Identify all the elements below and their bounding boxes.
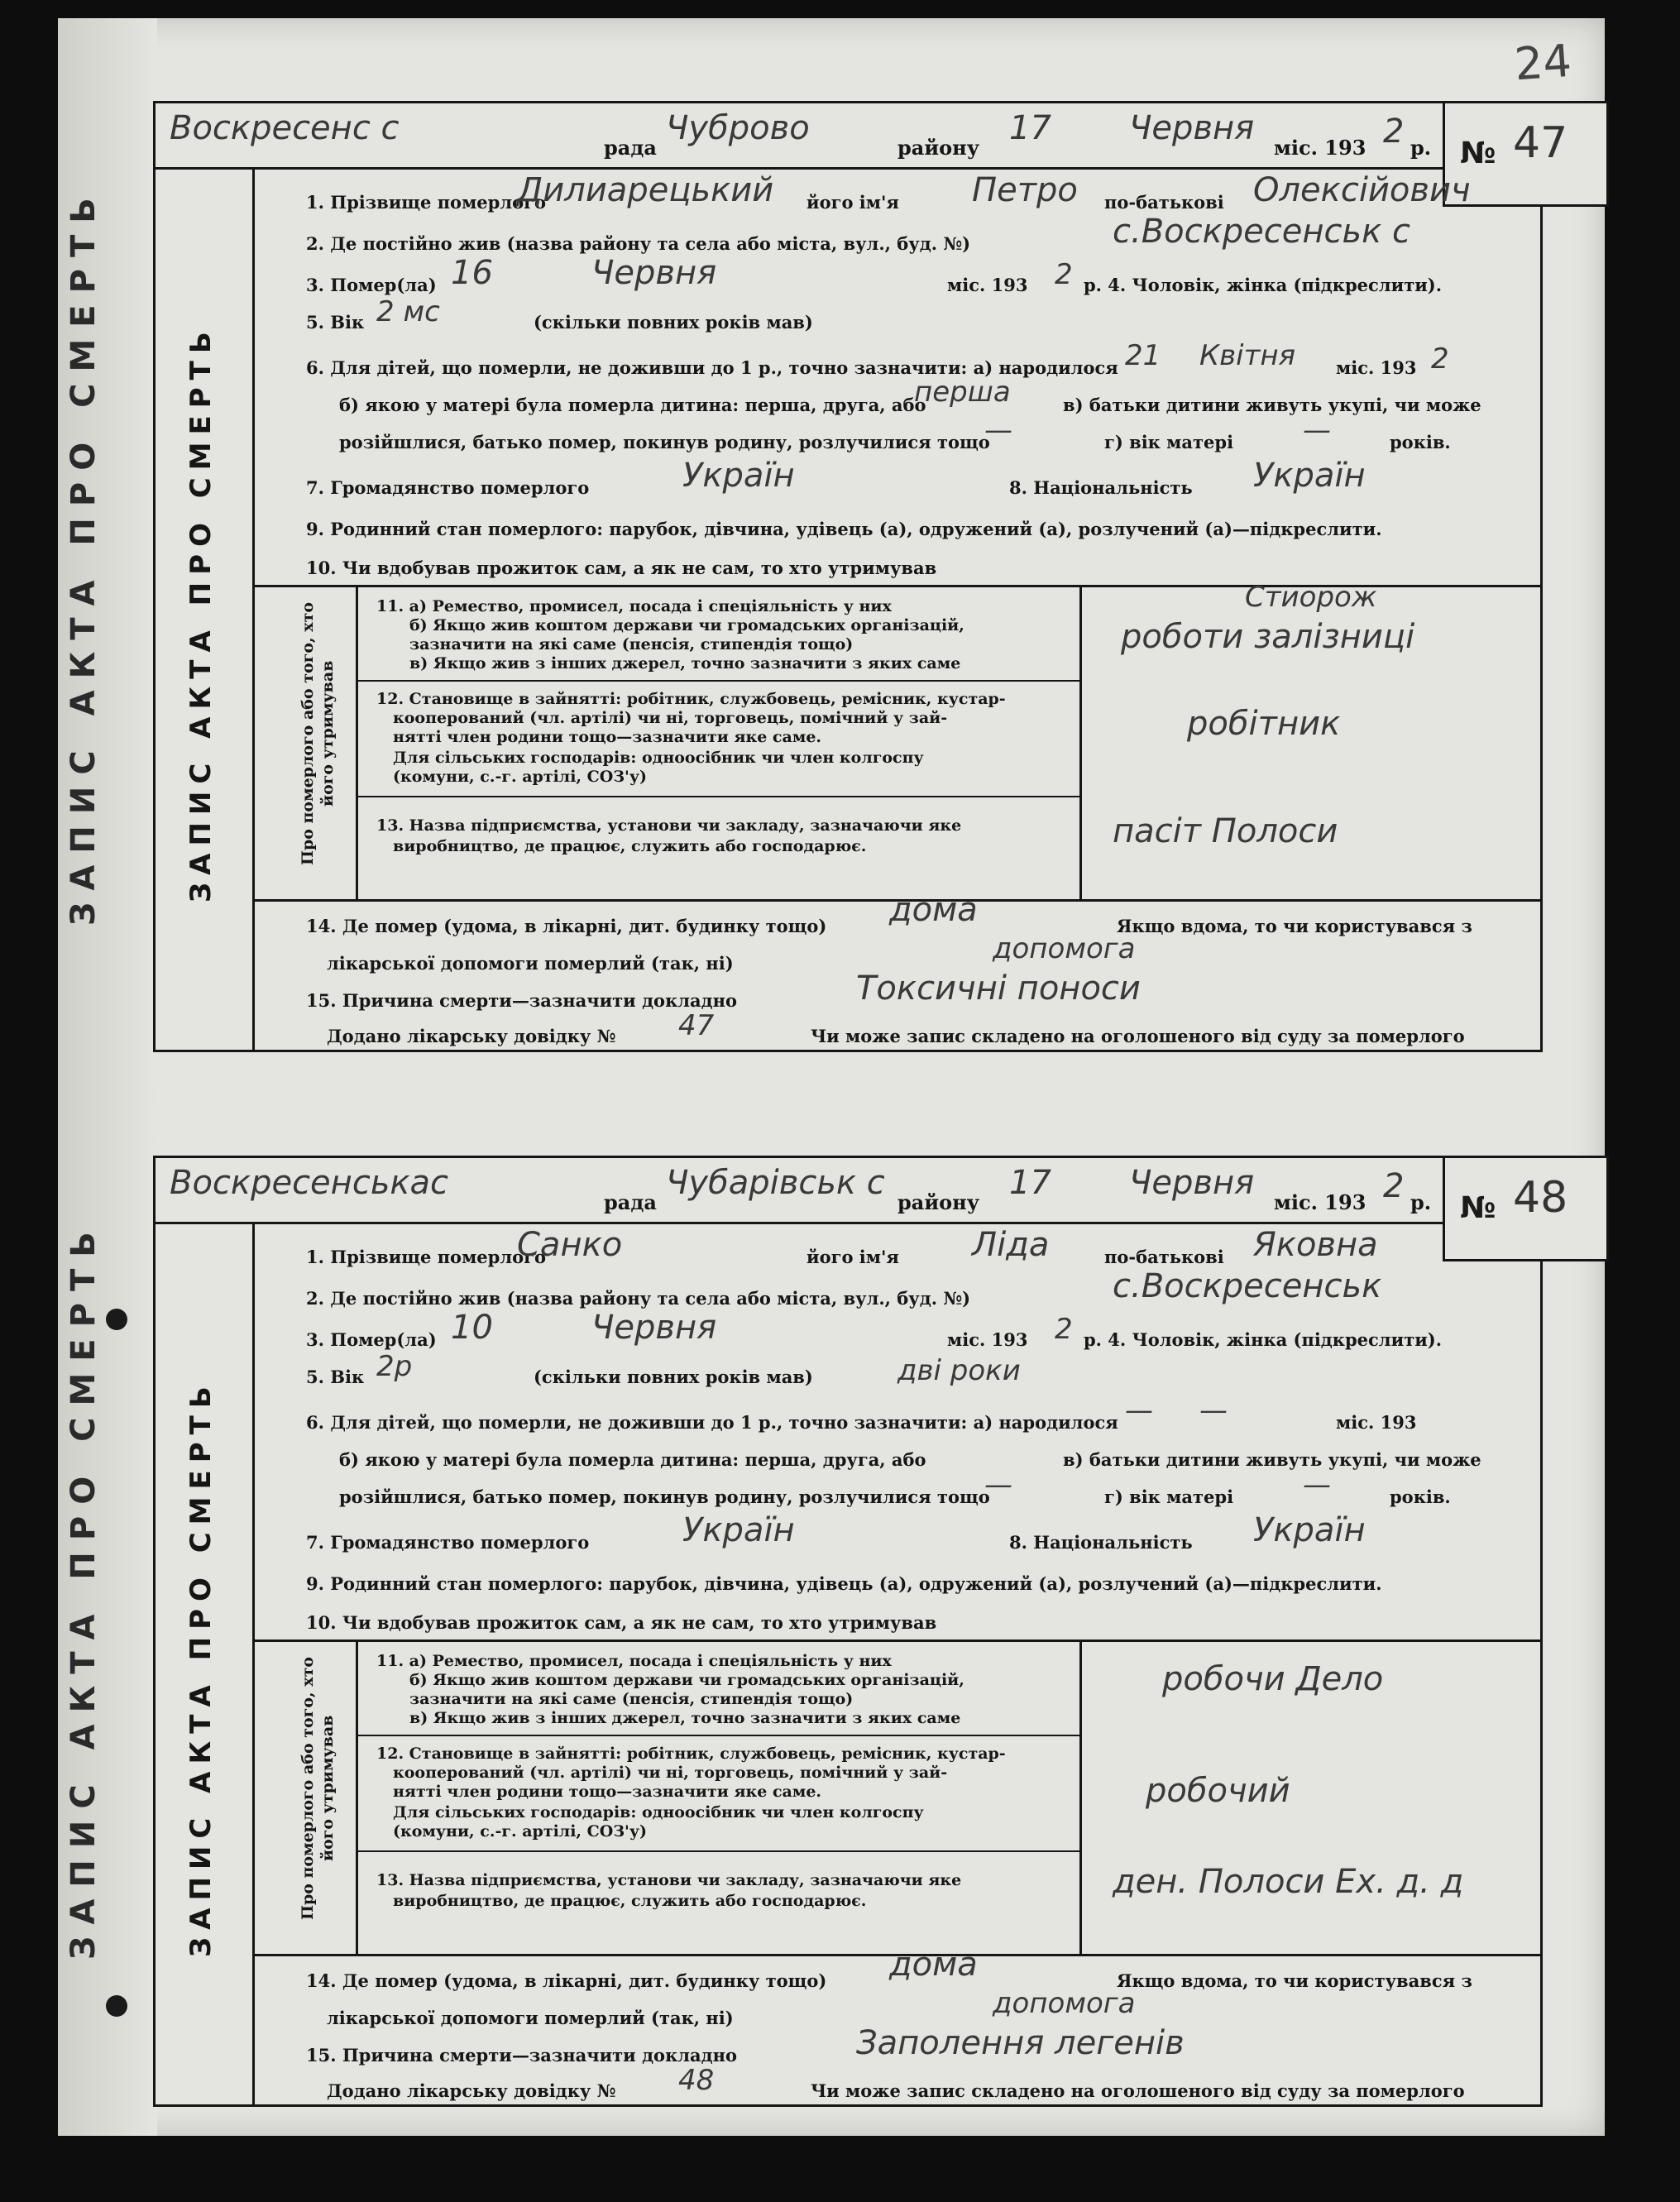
birth-year-label: міс. 193 [1336,357,1417,378]
certificate-label: Додано лікарську довідку № [327,2080,616,2101]
answers-divider [1079,585,1082,899]
section-divider [252,1640,1543,1642]
nationality-label: 8. Національність [1009,477,1193,498]
row-divider [356,680,1079,682]
side-divider [252,167,255,1052]
death-month-value: Червня [591,1309,717,1347]
occupation-value: Стиорож [1245,581,1377,614]
place-of-death-label: 14. Де помер (удома, в лікарні, дит. будинку тощо) [306,916,827,936]
patronymic-value: Олексійович [1253,171,1471,209]
age-value: 2р [376,1350,413,1383]
raion-label: району [897,136,980,160]
employment-line-2: кооперований (чл. артілі) чи ні, торговець, помічний у зай- [393,1764,948,1782]
rada-label: рада [604,1190,657,1214]
state-support-hint: зазначити на які саме (пенсія, стипендія тощо) [409,1690,854,1708]
medical-help-value: допомога [993,1987,1136,2020]
rada-label: рада [604,136,657,160]
workplace-hint: виробництво, де працює, служить або господарює. [393,837,867,855]
farmers-hint: (комуни, с.-г. артілі, СОЗ'у) [393,1822,647,1841]
place-of-death-value: дома [889,1946,978,1984]
death-month-value: Червня [591,254,717,292]
medical-help-label: лікарської допомоги померлий (так, ні) [327,2008,734,2028]
occupation-label: 11. а) Ремество, промисел, посада і спеціяльність у них [376,597,892,615]
name-value: Петро [972,171,1078,209]
death-date-label: 3. Помер(ла) [306,275,437,295]
parents-status-label: розійшлися, батько помер, покинув родину, розлучилися тощо [339,1486,990,1507]
cause-label: 15. Причина смерти—зазначити докладно [306,990,738,1011]
marital-label: 9. Родинний стан померлого: парубок, дівчина, удівець (а), одружений (а), розлучений (а)—підкреслити. [306,1573,1382,1594]
name-value: Ліда [972,1226,1050,1264]
sex-label: р. 4. Чоловік, жінка (підкреслити). [1084,275,1443,295]
years-label: років. [1390,432,1451,452]
side-divider [252,1222,255,2107]
parents-status-label: розійшлися, батько помер, покинув родину, розлучилися тощо [339,432,990,452]
row-divider [356,1850,1079,1852]
village-value: Воскресенс с [170,109,400,147]
year-digit: 2 [1383,1167,1405,1205]
child-order-value: перша [914,376,1011,409]
residence-label: 2. Де постійно жив (назва району та села або міста, вул., буд. №) [306,233,971,254]
certificate-label: Додано лікарську довідку № [327,1026,616,1046]
nationality-value: Україн [1253,457,1366,495]
employment-label: 12. Становище в зайнятті: робітник, службовець, ремісник, кустар- [376,690,1006,708]
nationality-value: Україн [1253,1511,1366,1549]
workplace-value: пасіт Полоси [1113,812,1338,850]
medical-help-label: лікарської допомоги померлий (так, ні) [327,953,734,974]
death-record-48 [153,1156,1568,2107]
document-page [58,18,1605,2136]
sex-label: р. 4. Чоловік, жінка (підкреслити). [1084,1329,1443,1350]
child-order-label: б) якою у матері була померла дитина: перша, друга, або [339,1449,926,1470]
rada-value: Чуброво [666,109,810,147]
year-digit: 2 [1383,112,1405,151]
year-suffix: р. [1410,136,1432,160]
record-side-title: ЗАПИС АКТА ПРО СМЕРТЬ [184,324,218,903]
surname-value: Санко [517,1226,623,1264]
month-label: міс. 193 [1274,1190,1366,1214]
court-label: Чи може запис складено на оголошеного від суду за померлого [811,2080,1465,2101]
answers-divider [1079,1640,1082,1954]
binding-hole [106,1309,127,1330]
birth-day-value: 21 [1125,339,1161,372]
cause-label: 15. Причина смерти—зазначити докладно [306,2045,738,2066]
day-value: 17 [1009,109,1051,147]
spine-title-bottom: ЗАПИС АКТА ПРО СМЕРТЬ [65,1220,103,1960]
support-label: 10. Чи вдобував прожиток сам, а як не сам, то хто утримував [306,558,937,578]
years-label: років. [1390,1486,1451,1507]
rada-value: Чубарівськ с [666,1164,885,1202]
medical-help-value: допомога [993,932,1136,965]
patronymic-label: по-батькові [1104,192,1224,213]
birth-day-value: — [1125,1394,1153,1427]
residence-value: с.Воскресенськ [1113,1267,1382,1305]
marital-label: 9. Родинний стан померлого: парубок, дівчина, удівець (а), одружений (а), розлучений (а)—підкреслити. [306,519,1382,539]
state-support-label: б) Якщо жив коштом держави чи громадських організацій, [409,1671,964,1689]
mother-age-value: — [1303,1468,1331,1501]
employment-label: 12. Становище в зайнятті: робітник, службовець, ремісник, кустар- [376,1745,1006,1763]
birth-year-label: міс. 193 [1336,1412,1417,1433]
raion-label: району [897,1190,980,1214]
child-order-label: б) якою у матері була померла дитина: перша, друга, або [339,395,926,415]
death-year-digit: 2 [1055,258,1073,291]
death-day-value: 10 [451,1309,493,1347]
record-number: 48 [1513,1173,1568,1223]
patronymic-value: Яковна [1253,1226,1378,1264]
number-label: № [1460,1191,1496,1225]
employment-line-2: кооперований (чл. артілі) чи ні, торговець, помічний у зай- [393,709,948,727]
support-label: 10. Чи вдобував прожиток сам, а як не сам, то хто утримував [306,1612,937,1633]
death-date-label: 3. Помер(ла) [306,1329,437,1350]
surname-value: Дилиарецький [517,171,774,209]
other-sources-label: в) Якщо жив з інших джерел, точно зазначити з яких саме [409,1709,961,1727]
nationality-label: 8. Національність [1009,1532,1193,1553]
court-label: Чи може запис складено на оголошеного від суду за померлого [811,1026,1465,1046]
place-of-death-value: дома [889,891,978,929]
death-day-value: 16 [451,254,493,292]
spine-title-top: ЗАПИС АКТА ПРО СМЕРТЬ [65,186,103,926]
occupation-label: 11. а) Ремество, промисел, посада і спеціяльність у них [376,1652,892,1670]
birth-month-value: Квітня [1199,339,1296,372]
workplace-label: 13. Назва підприємства, установи чи закладу, зазначаючи яке [376,816,962,835]
birth-year-digit: 2 [1431,342,1449,376]
workplace-hint: виробництво, де працює, служить або господарює. [393,1892,867,1910]
infant-birth-label: 6. Для дітей, що померли, не доживши до 1 р., точно зазначити: а) народилося [306,1412,1118,1433]
record-number-box [1443,1156,1609,1261]
farmers-label: Для сільських господарів: одноосібник чи член колгоспу [393,1803,924,1821]
cause-value: Токсичні поноси [856,969,1141,1008]
farmers-hint: (комуни, с.-г. артілі, СОЗ'у) [393,768,647,786]
row-divider [356,1735,1079,1736]
cause-value: Заполення легенів [856,2024,1185,2062]
occupation-value: робочи Дело [1162,1660,1384,1698]
workplace-label: 13. Назва підприємства, установи чи закладу, зазначаючи яке [376,1871,962,1889]
citizenship-value: Україн [682,457,795,495]
citizenship-label: 7. Громадянство померлого [306,1532,590,1553]
position-value: робочий [1146,1772,1290,1810]
parents-status-value: — [984,414,1012,447]
record-header [153,1156,1543,1224]
inner-divider [356,1640,358,1954]
name-label: його ім'я [806,1247,899,1267]
state-support-label: б) Якщо жив коштом держави чи громадських організацій, [409,616,964,634]
age-hint: (скільки повних років мав) [534,312,813,333]
day-value: 17 [1009,1164,1051,1202]
number-label: № [1460,136,1496,170]
state-support-hint: зазначити на які саме (пенсія, стипендія тощо) [409,635,854,653]
death-year-digit: 2 [1055,1313,1073,1346]
farmers-label: Для сільських господарів: одноосібник чи член колгоспу [393,749,924,767]
month-value: Червня [1129,1164,1255,1202]
mother-age-value: — [1303,414,1331,447]
residence-label: 2. Де постійно жив (назва району та села або міста, вул., буд. №) [306,1288,971,1309]
age-label: 5. Вік [306,312,365,333]
parents-label: в) батьки дитини живуть укупі, чи може [1063,1449,1481,1470]
death-record-47 [153,101,1568,1052]
certificate-value: 47 [678,1009,715,1042]
patronymic-label: по-батькові [1104,1247,1224,1267]
position-value: робітник [1187,705,1341,743]
parents-status-value: — [984,1468,1012,1501]
employment-line-3: нятті член родини тощо—зазначити яке саме. [393,1783,822,1801]
employment-line-3: нятті член родини тощо—зазначити яке саме. [393,728,822,746]
surname-label: 1. Прізвище померлого [306,192,547,213]
month-value: Червня [1129,109,1255,147]
record-header [153,101,1543,170]
infant-birth-label: 6. Для дітей, що померли, не доживши до 1 р., точно зазначити: а) народилося [306,357,1118,378]
home-death-label: Якщо вдома, то чи користувався з [1117,1970,1472,1991]
home-death-label: Якщо вдома, то чи користувався з [1117,916,1472,936]
age-label: 5. Вік [306,1367,365,1387]
record-side-title: ЗАПИС АКТА ПРО СМЕРТЬ [184,1379,218,1958]
death-year-label: міс. 193 [947,1329,1028,1350]
other-sources-label: в) Якщо жив з інших джерел, точно зазначити з яких саме [409,654,961,673]
name-label: його ім'я [806,192,899,213]
citizenship-value: Україн [682,1511,795,1549]
death-year-label: міс. 193 [947,275,1028,295]
mother-age-label: г) вік матері [1104,432,1234,452]
surname-label: 1. Прізвище померлого [306,1247,547,1267]
village-value: Воскресенськас [170,1164,449,1202]
place-of-death-label: 14. Де помер (удома, в лікарні, дит. будинку тощо) [306,1970,827,1991]
about-side-label: Про померлого або того, хто його утримував [299,602,337,866]
mother-age-label: г) вік матері [1104,1486,1234,1507]
record-number: 47 [1513,118,1568,168]
certificate-value: 48 [678,2064,715,2097]
about-side-label: Про померлого або того, хто його утримував [299,1657,337,1921]
citizenship-label: 7. Громадянство померлого [306,477,590,498]
month-label: міс. 193 [1274,136,1366,160]
workplace-value: ден. Полоси Ех. д. д [1113,1863,1464,1901]
row-divider [356,796,1079,797]
age-value: 2 мс [376,295,440,328]
binding-hole [106,1995,127,2017]
age-hint: (скільки повних років мав) [534,1367,813,1387]
birth-month-value: — [1199,1394,1228,1427]
corner-mark: 24 [1513,34,1574,91]
age-words-value: дві роки [897,1354,1021,1387]
parents-label: в) батьки дитини живуть укупі, чи може [1063,395,1481,415]
inner-divider [356,585,358,899]
residence-value: с.Воскресенськ с [1113,213,1410,251]
year-suffix: р. [1410,1190,1432,1214]
occupation-value-2: роботи залізниці [1121,618,1415,656]
